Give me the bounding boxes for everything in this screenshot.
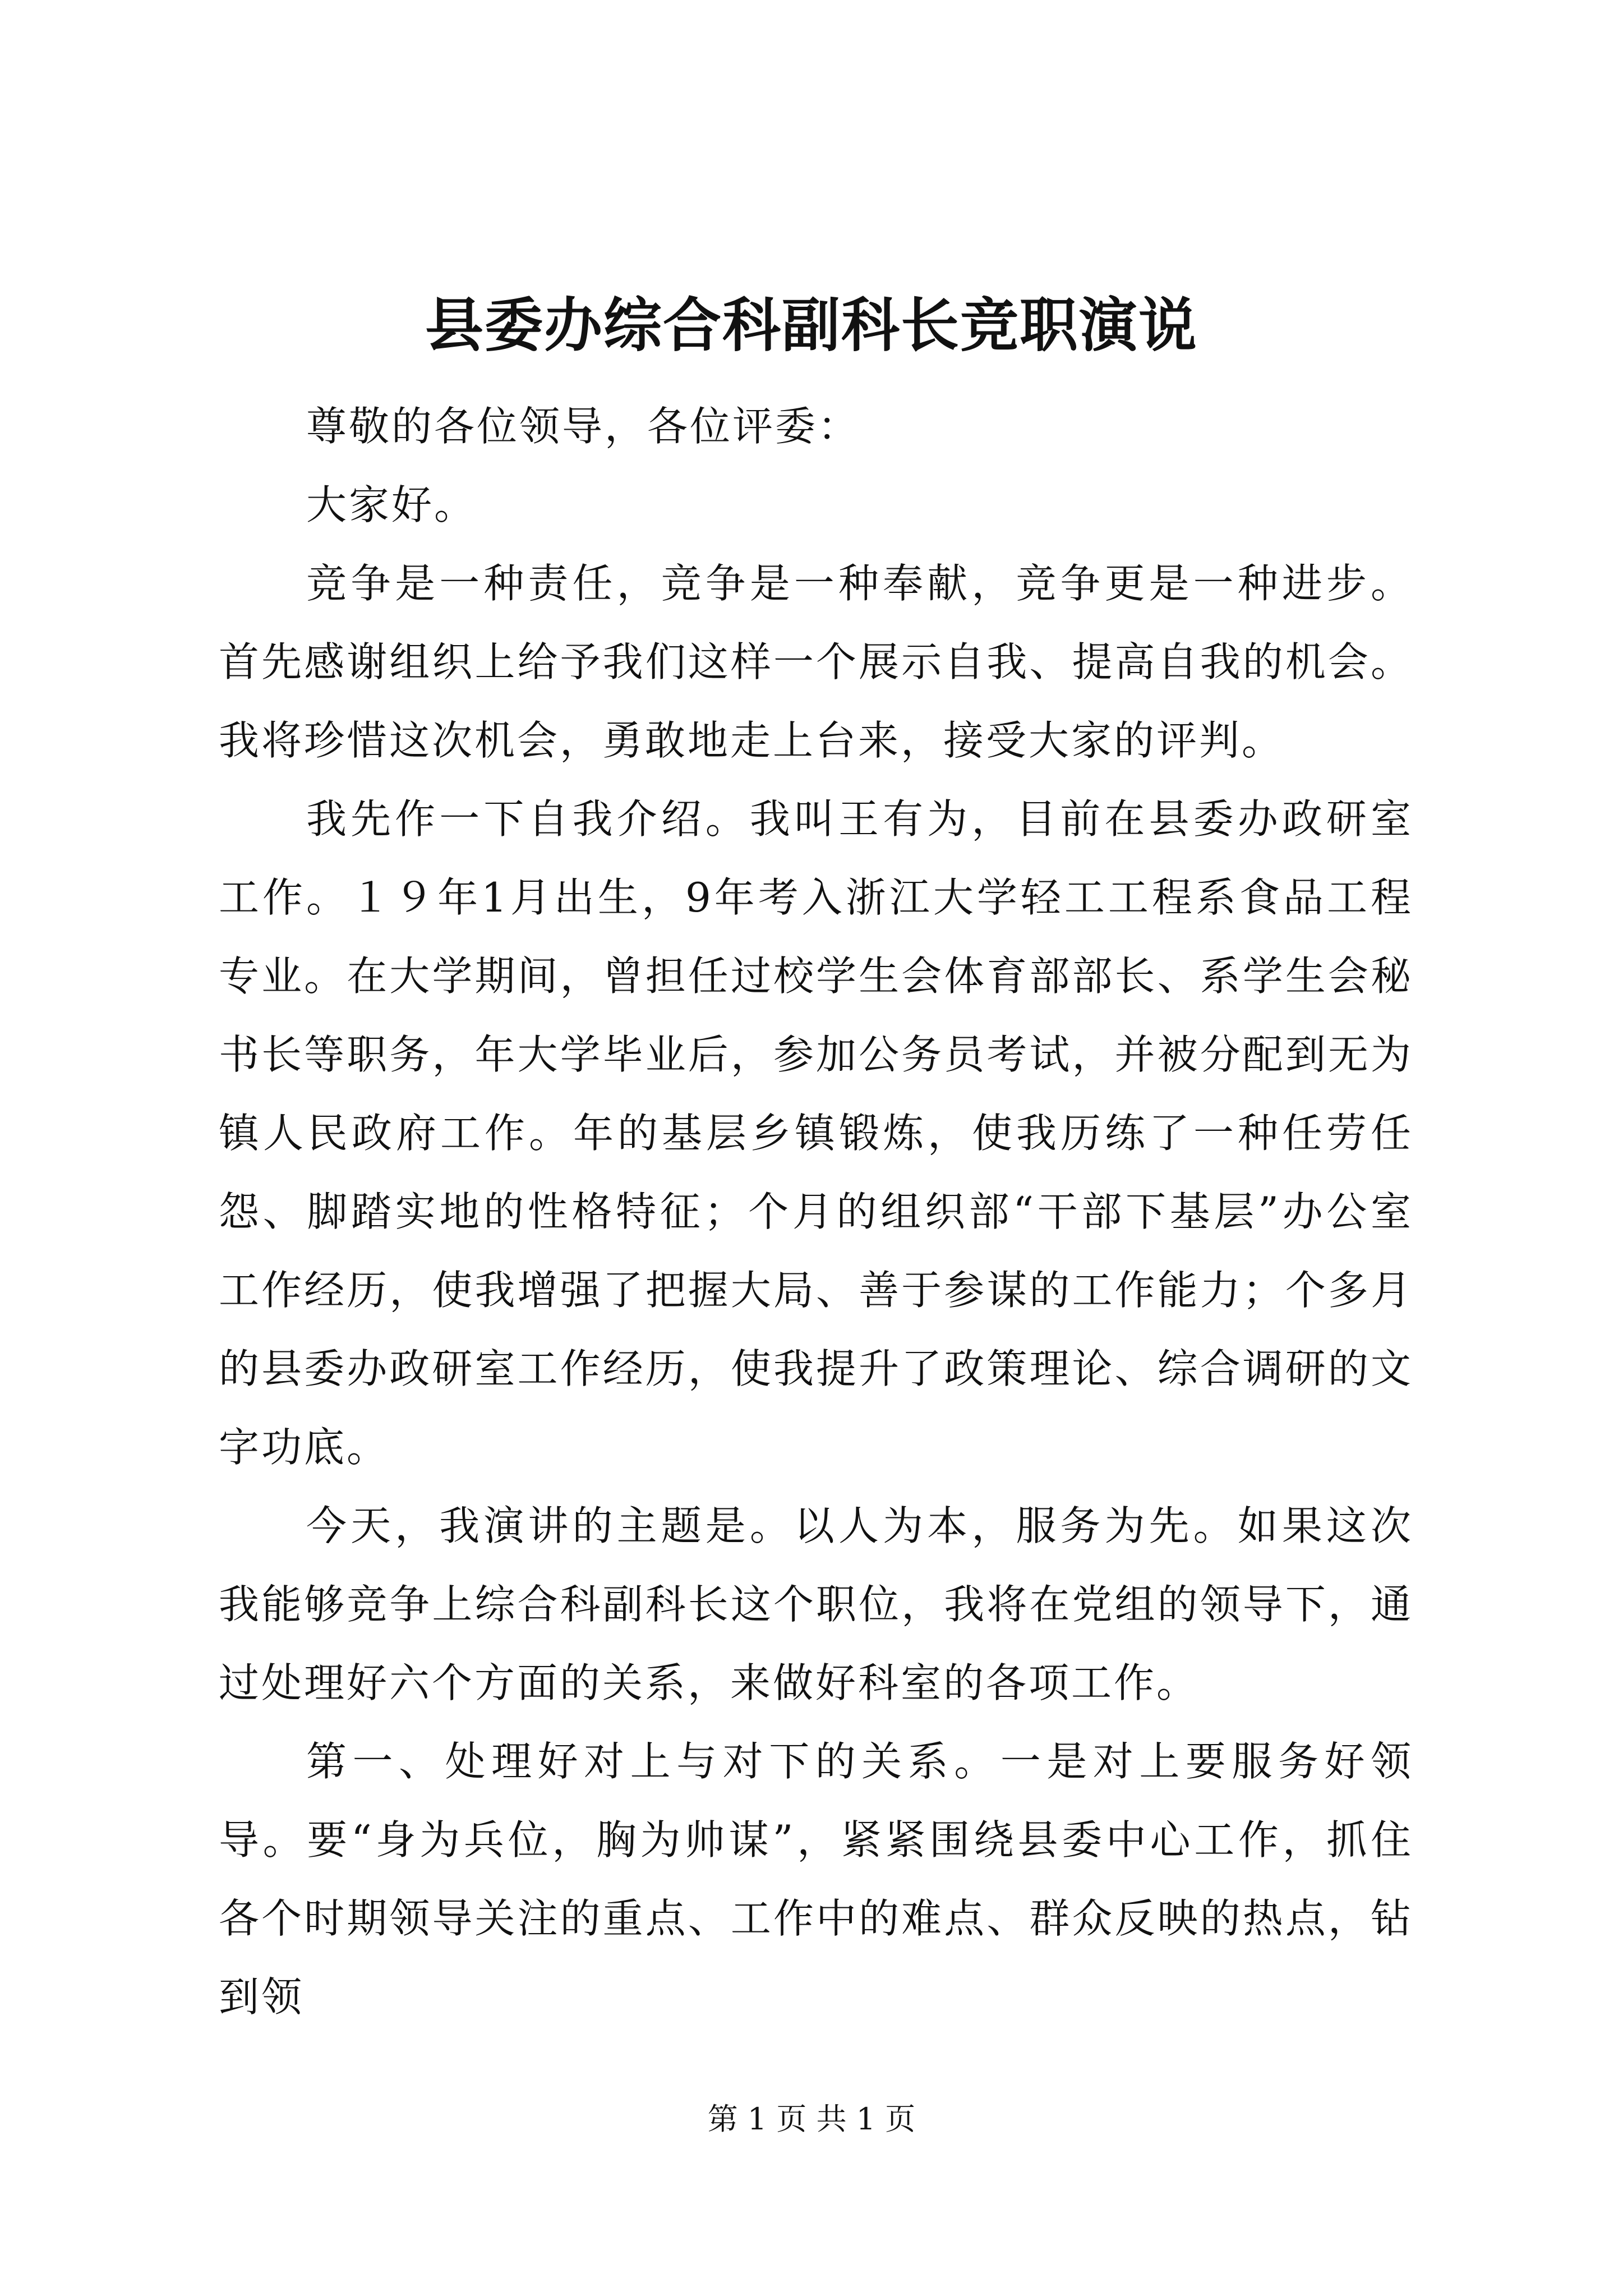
paragraph-opening: 竞争是一种责任，竞争是一种奉献，竞争更是一种进步。首先感谢组织上给予我们这样一个展示自我、提高自我的机会。我将珍惜这次机会，勇敢地走上台来，接受大家的评判。	[219, 560, 1413, 764]
paragraph-greeting: 大家好。	[306, 481, 477, 528]
paragraph-salutation: 尊敬的各位领导，各位评委：	[306, 403, 861, 450]
document-title: 县委办综合科副科长竞职演说	[425, 291, 1198, 360]
document-body	[219, 387, 1413, 2036]
paragraph-theme: 今天，我演讲的主题是。以人为本，服务为先。如果这次我能够竞争上综合科副科长这个职位，我将在党组的领导下，通过处理好六个方面的关系，来做好科室的各项工作。	[219, 1502, 1413, 1706]
page-footer: 第 1 页 共 1 页	[707, 2101, 916, 2137]
paragraph-self-introduction: 我先作一下自我介绍。我叫王有为，目前在县委办政研室工作。１９年1月出生，9年考入浙江大学轻工工程系食品工程专业。在大学期间，曾担任过校学生会体育部部长、系学生会秘书长等职务，年大学毕业后，参加公务员考试，并被分配到无为镇人民政府工作。年的基层乡镇锻炼，使我历练了一种任劳任怨、脚踏实地的性格特征；个月的组织部“干部下基层”办公室工作经历，使我增强了把握大局、善于参谋的工作能力；个多月的县委办政研室工作经历，使我提升了政策理论、综合调研的文字功底。	[219, 795, 1413, 1471]
paragraph-first-point: 第一、处理好对上与对下的关系。一是对上要服务好领导。要“身为兵位，胸为帅谋”，紧紧围绕县委中心工作，抓住各个时期领导关注的重点、工作中的难点、群众反映的热点，钻到领	[219, 1738, 1413, 2021]
